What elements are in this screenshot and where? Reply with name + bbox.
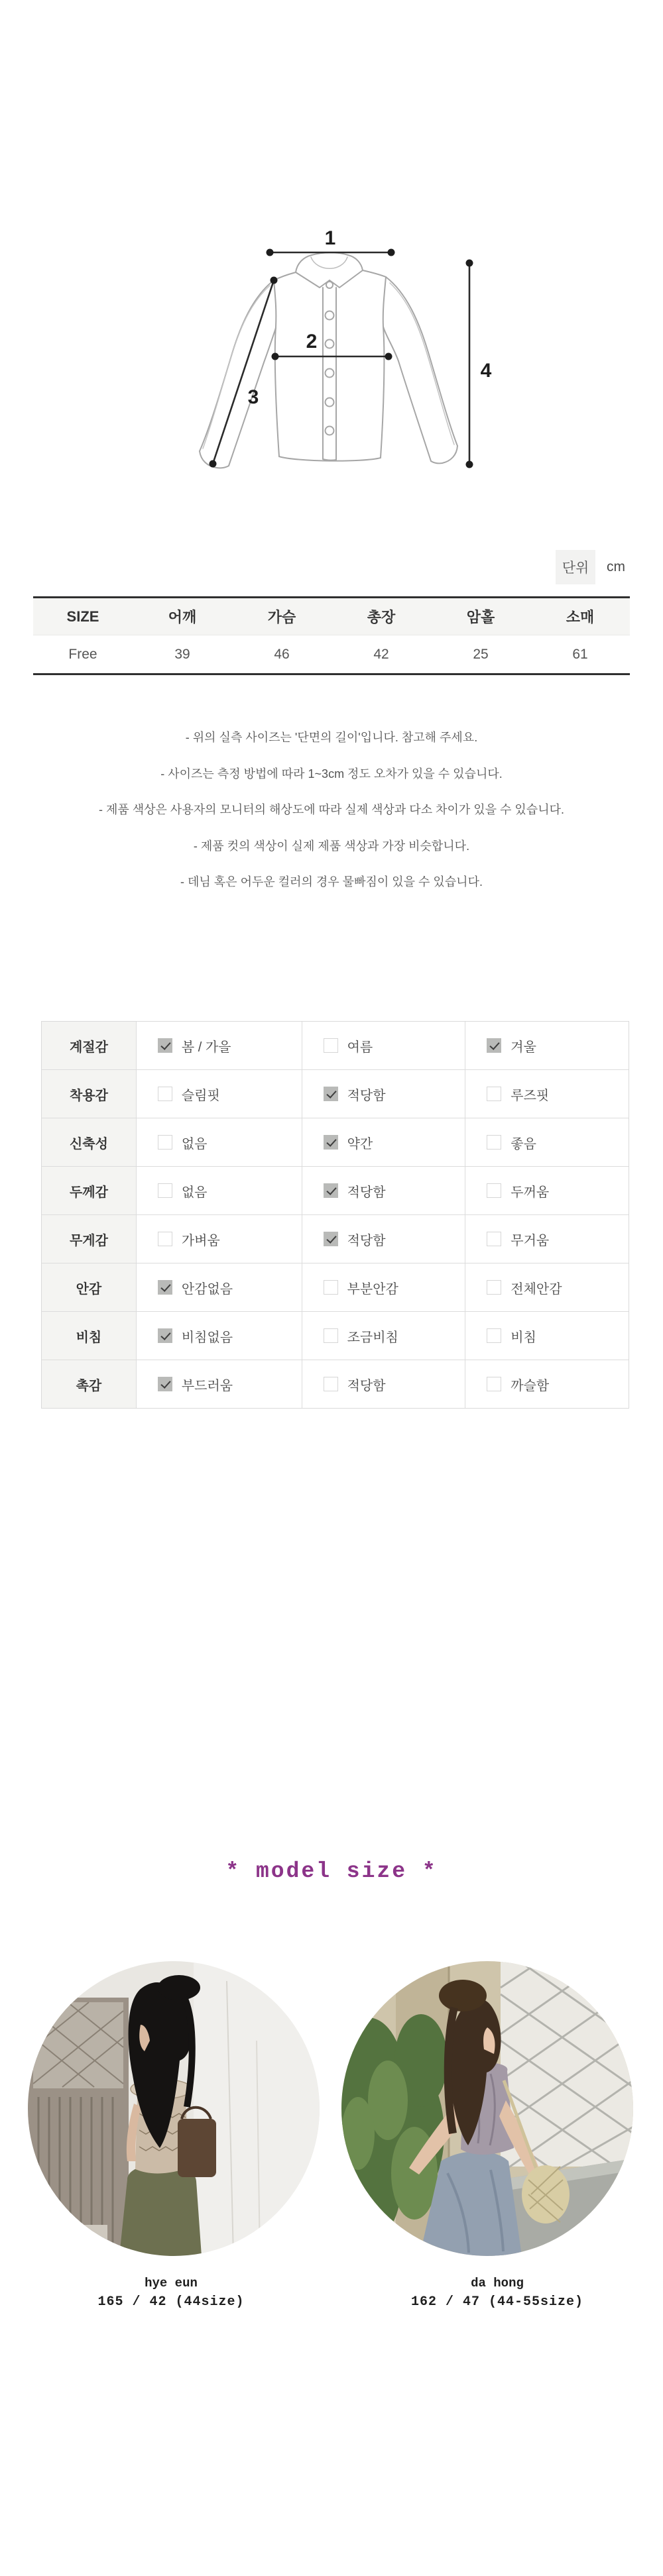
- size-col-size: SIZE: [66, 608, 99, 625]
- checkbox-checked-icon[interactable]: [487, 1038, 501, 1053]
- note-line: - 위의 실측 사이즈는 '단면의 길이'입니다. 참고해 주세요.: [185, 731, 478, 745]
- model-size-title: * model size *: [225, 1859, 438, 1884]
- checkbox-icon[interactable]: [487, 1280, 501, 1295]
- checkbox-checked-icon[interactable]: [324, 1135, 338, 1150]
- attribute-option-label: 없음: [181, 1185, 208, 1200]
- model-caption-da-hong: [351, 2274, 643, 2312]
- model-photo-hye-eun: [28, 1961, 320, 2256]
- attribute-option: [137, 1360, 302, 1408]
- attribute-option: [465, 1118, 629, 1166]
- attribute-option: [465, 1215, 629, 1263]
- size-col-length: 총장: [367, 609, 396, 625]
- attribute-option: [465, 1312, 629, 1360]
- attribute-option: [137, 1263, 302, 1311]
- attribute-option-label: 좋음: [511, 1136, 536, 1152]
- attribute-row: [42, 1022, 629, 1070]
- attribute-row: [42, 1312, 629, 1360]
- attribute-option-label: 적당함: [347, 1185, 386, 1200]
- check-mark-icon: [326, 1136, 336, 1147]
- attribute-option: [302, 1118, 466, 1166]
- care-notes: [0, 719, 663, 900]
- size-table-header: [33, 598, 630, 635]
- attribute-option: [465, 1022, 629, 1069]
- attribute-option: [302, 1022, 466, 1069]
- size-col-sleeve: 소매: [566, 609, 595, 625]
- checkbox-icon[interactable]: [324, 1377, 338, 1391]
- attribute-option-label: 적당함: [347, 1233, 386, 1248]
- attribute-option-label: 비침: [511, 1330, 536, 1345]
- attribute-label: 무게감: [42, 1215, 137, 1263]
- measure-label-4: 4: [480, 360, 492, 382]
- checkbox-checked-icon[interactable]: [324, 1183, 338, 1198]
- checkbox-icon[interactable]: [487, 1135, 501, 1150]
- checkbox-icon[interactable]: [487, 1328, 501, 1343]
- attribute-option: [465, 1070, 629, 1118]
- check-mark-icon: [326, 1185, 336, 1195]
- checkbox-icon[interactable]: [158, 1183, 172, 1198]
- checkbox-icon[interactable]: [487, 1087, 501, 1101]
- attribute-option-label: 루즈핏: [511, 1088, 550, 1103]
- size-value: Free: [68, 646, 97, 662]
- check-mark-icon: [326, 1233, 336, 1244]
- unit-indicator: [556, 550, 636, 584]
- check-mark-icon: [490, 1040, 500, 1050]
- attribute-option-label: 안감없음: [181, 1281, 233, 1297]
- check-mark-icon: [160, 1040, 170, 1050]
- model-photo-da-hong: [341, 1961, 633, 2256]
- attribute-option-label: 전체안감: [511, 1281, 562, 1297]
- model-photo-2-image: [341, 1961, 633, 2256]
- armhole-value: 25: [473, 646, 489, 662]
- measure-label-2: 2: [306, 331, 318, 352]
- attribute-table: [41, 1021, 629, 1409]
- size-table: [33, 596, 630, 675]
- attribute-row: [42, 1070, 629, 1118]
- model-spec: 165 / 42 (44size): [97, 2294, 245, 2310]
- shirt-measurement-diagram: [179, 222, 511, 533]
- checkbox-icon[interactable]: [487, 1183, 501, 1198]
- attribute-option: [465, 1167, 629, 1214]
- check-mark-icon: [160, 1281, 170, 1292]
- attribute-option-label: 슬림핏: [181, 1088, 220, 1103]
- attribute-option-label: 겨울: [511, 1040, 536, 1055]
- unit-value: cm: [607, 559, 625, 574]
- check-mark-icon: [326, 1088, 336, 1099]
- unit-label: 단위: [556, 550, 595, 584]
- attribute-option-label: 부분안감: [347, 1281, 398, 1297]
- length-value: 42: [373, 646, 389, 662]
- note-line: - 제품 색상은 사용자의 모니터의 해상도에 따라 실제 색상과 다소 차이가 있을 수 있습니다.: [99, 803, 564, 817]
- attribute-option-label: 없음: [181, 1136, 208, 1152]
- attribute-option: [137, 1167, 302, 1214]
- chest-value: 46: [274, 646, 290, 662]
- checkbox-checked-icon[interactable]: [324, 1232, 338, 1246]
- attribute-option-label: 봄 / 가을: [181, 1040, 231, 1055]
- attribute-option-label: 비침없음: [181, 1330, 233, 1345]
- attribute-option-label: 조금비침: [347, 1330, 398, 1345]
- measure-label-3: 3: [247, 386, 259, 408]
- attribute-label: 비침: [42, 1312, 137, 1360]
- checkbox-checked-icon[interactable]: [158, 1280, 172, 1295]
- checkbox-icon[interactable]: [158, 1135, 172, 1150]
- model-spec: 162 / 47 (44-55size): [410, 2294, 584, 2310]
- model-photo-1-image: [28, 1961, 320, 2256]
- attribute-label: 촉감: [42, 1360, 137, 1408]
- attribute-option: [137, 1022, 302, 1069]
- model-name: hye eun: [145, 2276, 198, 2290]
- measurement-line-sleeve: [213, 280, 274, 464]
- attribute-option: [137, 1312, 302, 1360]
- attribute-option: [137, 1215, 302, 1263]
- shoulder-value: 39: [174, 646, 190, 662]
- attribute-label: 계절감: [42, 1022, 137, 1069]
- attribute-option-label: 까슬함: [511, 1378, 550, 1393]
- attribute-option: [302, 1312, 466, 1360]
- attribute-label: 신축성: [42, 1118, 137, 1166]
- checkbox-checked-icon[interactable]: [324, 1087, 338, 1101]
- attribute-option-label: 가벼움: [181, 1233, 220, 1248]
- attribute-option: [465, 1263, 629, 1311]
- model-caption-hye-eun: [25, 2274, 317, 2312]
- note-line: - 제품 컷의 색상이 실제 제품 색상과 가장 비슷합니다.: [193, 839, 470, 853]
- attribute-option: [302, 1070, 466, 1118]
- checkbox-icon[interactable]: [158, 1087, 172, 1101]
- attribute-row: [42, 1118, 629, 1167]
- checkbox-checked-icon[interactable]: [158, 1377, 172, 1391]
- attribute-option: [302, 1215, 466, 1263]
- checkbox-checked-icon[interactable]: [158, 1328, 172, 1343]
- attribute-option: [137, 1070, 302, 1118]
- attribute-row: [42, 1360, 629, 1408]
- attribute-option: [465, 1360, 629, 1408]
- attribute-option-label: 무거움: [511, 1233, 550, 1248]
- size-col-shoulder: 어깨: [168, 609, 197, 625]
- attribute-option-label: 약간: [347, 1136, 373, 1152]
- attribute-label: 안감: [42, 1263, 137, 1311]
- checkbox-icon[interactable]: [158, 1232, 172, 1246]
- check-mark-icon: [160, 1330, 170, 1340]
- checkbox-icon[interactable]: [324, 1038, 338, 1053]
- size-table-row: [33, 635, 630, 673]
- model-name: da hong: [471, 2276, 524, 2290]
- note-line: - 데님 혹은 어두운 컬러의 경우 물빠짐이 있을 수 있습니다.: [180, 875, 483, 889]
- attribute-option-label: 부드러움: [181, 1378, 233, 1393]
- attribute-option: [137, 1118, 302, 1166]
- checkbox-icon[interactable]: [487, 1377, 501, 1391]
- checkbox-icon[interactable]: [324, 1280, 338, 1295]
- attribute-row: [42, 1167, 629, 1215]
- note-line: - 사이즈는 측정 방법에 따라 1~3cm 정도 오차가 있을 수 있습니다.: [160, 767, 503, 780]
- attribute-option: [302, 1360, 466, 1408]
- attribute-option-label: 적당함: [347, 1088, 386, 1103]
- attribute-option-label: 여름: [347, 1040, 373, 1055]
- attribute-label: 착용감: [42, 1070, 137, 1118]
- checkbox-icon[interactable]: [487, 1232, 501, 1246]
- measure-label-1: 1: [324, 227, 336, 249]
- size-col-chest: 가슴: [267, 609, 296, 625]
- attribute-label: 두께감: [42, 1167, 137, 1214]
- check-mark-icon: [160, 1378, 170, 1389]
- attribute-option-label: 적당함: [347, 1378, 386, 1393]
- attribute-option: [302, 1167, 466, 1214]
- size-col-armhole: 암홀: [466, 609, 495, 625]
- attribute-option: [302, 1263, 466, 1311]
- sleeve-value: 61: [572, 646, 588, 662]
- checkbox-icon[interactable]: [324, 1328, 338, 1343]
- attribute-option-label: 두꺼움: [511, 1185, 550, 1200]
- attribute-row: [42, 1215, 629, 1263]
- attribute-row: [42, 1263, 629, 1312]
- checkbox-checked-icon[interactable]: [158, 1038, 172, 1053]
